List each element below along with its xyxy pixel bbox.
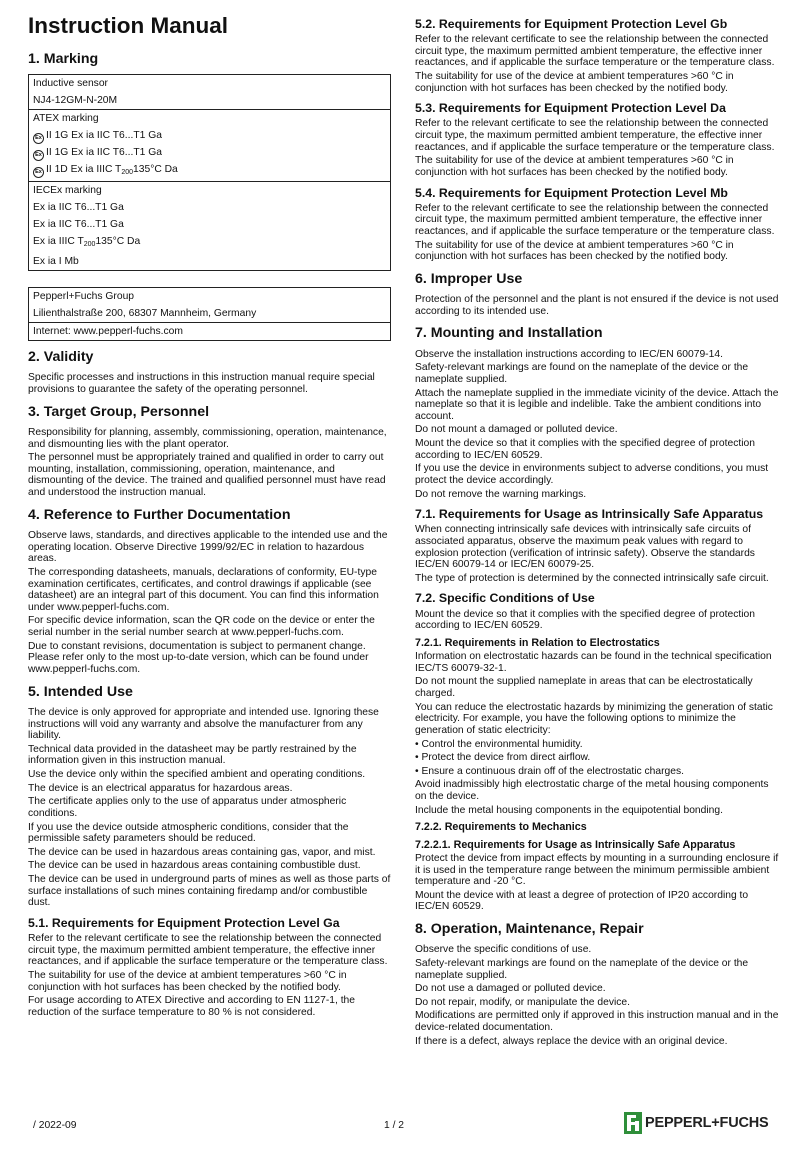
paragraph: The device can be used in hazardous areas containing gas, vapor, and mist. [28, 846, 376, 858]
ex-marking-icon: Ex [33, 133, 44, 144]
section-heading: 5. Intended Use [28, 683, 133, 700]
marking-heading: 1. Marking [28, 50, 99, 67]
paragraph: • Control the environmental humidity. [415, 738, 583, 750]
paragraph: • Protect the device from direct airflow. [415, 752, 591, 764]
right-column [415, 10, 780, 1049]
paragraph: The device can be used in hazardous areas containing combustible dust. [28, 860, 361, 872]
product-label: Inductive sensor [33, 78, 108, 90]
iecex-subscript: 200 [83, 241, 96, 249]
paragraph: If you use the device in environments subject to adverse conditions, you must protect the device accordingly. [415, 463, 769, 486]
paragraph: Refer to the relevant certificate to see the relationship between the connected circuit type, the maximum permitted ambient temperature, the effective inner reactances, and if applicable the surface temperature or the temperature class. [415, 202, 775, 237]
paragraph: The type of protection is determined by the connected intrinsically safe circuit. [415, 572, 769, 584]
section-heading: 6. Improper Use [415, 270, 523, 287]
atex-subscript: 200 [121, 169, 134, 177]
atex-lines [33, 127, 386, 181]
paragraph: Safety-relevant markings are found on the nameplate of the device or the nameplate supplied. [415, 957, 749, 981]
manufacturer-group [29, 288, 390, 323]
paragraph: Modifications are permitted only if approved in this instruction manual and in the device-related documentation. [415, 1010, 779, 1034]
paragraph: The suitability for use of the device at ambient temperatures >60 °C in conjunction with hot surfaces has been checked by the notified body. [415, 239, 734, 263]
paragraph: Technical data provided in the datasheet may be partly restrained by the information given in this instruction manual. [28, 743, 357, 767]
product-group [29, 75, 390, 110]
iecex-text: Ex ia IIC T6...T1 Ga [33, 219, 124, 231]
right-flow [415, 17, 780, 1047]
company-internet: Internet: www.pepperl-fuchs.com [33, 326, 183, 338]
section-heading: 7. Mounting and Installation [415, 325, 603, 342]
paragraph: Protection of the personnel and the plant is not ensured if the device is not used according to its intended use. [415, 294, 779, 317]
paragraph: When connecting intrinsically safe devices with intrinsically safe circuits of associated apparatus, observe the maximum peak values with regard to explosion protection (verification of intrinsic safety). Observe the standards IEC/EN 60079-14 or IEC/EN 60079-25. [415, 524, 755, 571]
atex-group [29, 110, 390, 182]
section-heading: 4. Reference to Further Documentation [28, 506, 291, 523]
atex-text: II 1D Ex ia IIIC T [46, 164, 122, 176]
section-heading: 7.2.2. Requirements to Mechanics [415, 821, 587, 834]
paragraph: For specific device information, scan the QR code on the device or enter the serial number in the serial number search at www.pepperl-fuchs.com. [28, 615, 375, 639]
paragraph: Do not mount the supplied nameplate in areas that can be electrostatically charged. [415, 676, 753, 700]
manufacturer-box [28, 287, 391, 341]
iecex-text: Ex ia I Mb [33, 256, 79, 268]
company-address: Lilienthalstraße 200, 68307 Mannheim, Germany [33, 308, 257, 320]
paragraph: • Ensure a continuous drain off of the electrostatic charges. [415, 765, 685, 777]
paragraph: For usage according to ATEX Directive and according to EN 1127-1, the reduction of the surface temperature to 80 % is not considered. [28, 995, 356, 1018]
paragraph: Refer to the relevant certificate to see the relationship between the connected circuit type, the maximum permitted ambient temperature, the effective inner reactances, and if applicable the surface temperature or the temperature class. [28, 933, 388, 968]
section-heading: 3. Target Group, Personnel [28, 403, 210, 420]
product-code: NJ4-12GM-N-20M [33, 95, 118, 107]
atex-label: ATEX marking [33, 113, 99, 125]
paragraph: Mount the device so that it complies with the specified degree of protection according to IEC/EN 60529. [415, 608, 755, 632]
paragraph: Observe laws, standards, and directives applicable to the intended use and the operating location. Observe Directive 1999/92/EC in relation to hazardous areas. [28, 530, 388, 565]
paragraph: Do not repair, modify, or manipulate the device. [415, 996, 631, 1008]
iecex-label: IECEx marking [33, 185, 102, 197]
paragraph: Do not remove the warning markings. [415, 488, 587, 500]
section-heading: 7.2.1. Requirements in Relation to Electrostatics [415, 636, 660, 649]
paragraph: Mount the device so that it complies with the specified degree of protection according to IEC/EN 60529. [415, 438, 755, 461]
paragraph: The corresponding datasheets, manuals, declarations of conformity, EU-type examination certificates, certificates, and control drawings if applicable (see datasheet) are an integral part of this document. You can find this information under www.pepperl-fuchs.com. [28, 566, 379, 613]
left-column [28, 10, 391, 1020]
paragraph: The device is only approved for appropriate and intended use. Ignoring these instructions will void any warranty and absolve the manufacturer from any liability. [28, 706, 379, 742]
paragraph: Safety-relevant markings are found on the nameplate of the device or the nameplate supplied. [415, 362, 749, 385]
section-heading: 5.3. Requirements for Equipment Protection Level Da [415, 101, 726, 116]
iecex-group [29, 182, 390, 270]
atex-suffix: 135°C Da [133, 164, 178, 176]
brand-logo-icon [624, 1112, 642, 1134]
paragraph: Due to constant revisions, documentation is subject to permanent change. Please refer only to the most up-to-date version, which can be found under www.pepperl-fuchs.com. [28, 640, 369, 675]
paragraph: If there is a defect, always replace the device with an original device. [415, 1035, 728, 1047]
paragraph: Do not use a damaged or polluted device. [415, 983, 606, 995]
paragraph: The device can be used in underground parts of mines as well as those parts of surface installations of such mines containing firedamp and/or combustible dust. [28, 874, 391, 909]
paragraph: Use the device only within the specified ambient and operating conditions. [28, 769, 366, 781]
ex-marking-icon: Ex [33, 167, 44, 178]
iecex-suffix: 135°C Da [95, 236, 141, 248]
paragraph: Refer to the relevant certificate to see the relationship between the connected circuit type, the maximum permitted ambient temperature, the effective inner reactances, and if applicable the surface temperature or the temperature class. [415, 118, 775, 153]
company-name: Pepperl+Fuchs Group [33, 291, 135, 303]
atex-text: II 1G Ex ia IIC T6...T1 Ga [46, 130, 162, 142]
iecex-line [33, 233, 386, 253]
paragraph: Attach the nameplate supplied in the immediate vicinity of the device. Attach the nameplate so that it is legible and indelible. Take the ambient conditions into account. [415, 387, 779, 422]
paragraph: Do not mount a damaged or polluted device. [415, 424, 618, 436]
paragraph: The suitability for use of the device at ambient temperatures >60 °C in conjunction with hot surfaces has been checked by the notified body. [415, 155, 734, 178]
paragraph: Responsibility for planning, assembly, commissioning, operation, maintenance, and dismounting lies with the plant operator. [28, 426, 387, 450]
atex-line [33, 144, 386, 161]
brand-logo [624, 1112, 769, 1134]
section-heading: 5.1. Requirements for Equipment Protection Level Ga [28, 915, 340, 930]
paragraph: Avoid inadmissibly high electrostatic charge of the metal housing components on the device. [415, 779, 769, 803]
internet-group [29, 323, 390, 340]
section-heading: 5.2. Requirements for Equipment Protection Level Gb [415, 17, 728, 31]
paragraph: The certificate applies only to the use of apparatus under atmospheric conditions. [28, 796, 347, 819]
section-heading: 7.1. Requirements for Usage as Intrinsically Safe Apparatus [415, 507, 764, 522]
footer-page-number: 1 / 2 [384, 1120, 405, 1131]
paragraph: Specific processes and instructions in this instruction manual require special provisions to guarantee the safety of the operating personnel. [28, 372, 375, 396]
section-heading: 7.2. Specific Conditions of Use [415, 591, 595, 606]
iecex-line [33, 216, 386, 233]
paragraph: The suitability for use of the device at ambient temperatures >60 °C in conjunction with hot surfaces has been checked by the notified body. [415, 71, 734, 94]
paragraph: The suitability for use of the device at ambient temperatures >60 °C in conjunction with hot surfaces has been checked by the notified body. [28, 969, 347, 993]
atex-line [33, 127, 386, 144]
paragraph: Mount the device with at least a degree of protection of IP20 according to IEC/EN 60529. [415, 889, 749, 913]
paragraph: Include the metal housing components in the equipotential bonding. [415, 804, 723, 816]
paragraph: Observe the specific conditions of use. [415, 944, 592, 956]
section-heading: 5.4. Requirements for Equipment Protection Level Mb [415, 185, 728, 200]
iecex-text: Ex ia IIC T6...T1 Ga [33, 202, 124, 214]
section-heading: 8. Operation, Maintenance, Repair [415, 921, 644, 937]
section-heading: 2. Validity [28, 349, 94, 366]
ex-marking-icon: Ex [33, 150, 44, 161]
paragraph: The device is an electrical apparatus for hazardous areas. [28, 782, 293, 794]
document-title: Instruction Manual [28, 13, 229, 38]
paragraph: Protect the device from impact effects by mounting in a surrounding enclosure if it is used in the temperature range between the minimum permissible ambient temperature and -20 °C. [415, 852, 779, 888]
brand-logo-text: PEPPERL+FUCHS [645, 1115, 769, 1131]
atex-line [33, 161, 386, 181]
left-flow [28, 349, 391, 1018]
paragraph: Information on electrostatic hazards can be found in the technical specification IEC/TS 60079-32-1. [415, 651, 772, 674]
paragraph: If you use the device outside atmospheric conditions, consider that the permissible safety parameters should be reduced. [28, 821, 349, 845]
footer-date: / 2022-09 [33, 1120, 77, 1131]
section-heading: 7.2.2.1. Requirements for Usage as Intrinsically Safe Apparatus [415, 838, 736, 851]
paragraph: Refer to the relevant certificate to see the relationship between the connected circuit type, the maximum permitted ambient temperature, the effective inner reactances, and if applicable the surface temperature or the temperature class. [415, 34, 775, 69]
iecex-line [33, 199, 386, 216]
iecex-text: Ex ia IIIC T [33, 236, 84, 248]
paragraph: You can reduce the electrostatic hazards by minimizing the generation of static electricity. For example, you have the following options to minimize the generation of static electricity: [415, 701, 773, 736]
marking-box [28, 74, 391, 271]
iecex-line [33, 253, 386, 270]
paragraph: The personnel must be appropriately trained and qualified in order to carry out mounting, installation, commissioning, operation, maintenance, and dismounting of the device. The trained and qualified personnel must have read and understood the instruction manual. [28, 452, 386, 499]
iecex-lines [33, 199, 386, 270]
paragraph: Observe the installation instructions according to IEC/EN 60079-14. [415, 348, 723, 360]
atex-text: II 1G Ex ia IIC T6...T1 Ga [46, 147, 162, 159]
